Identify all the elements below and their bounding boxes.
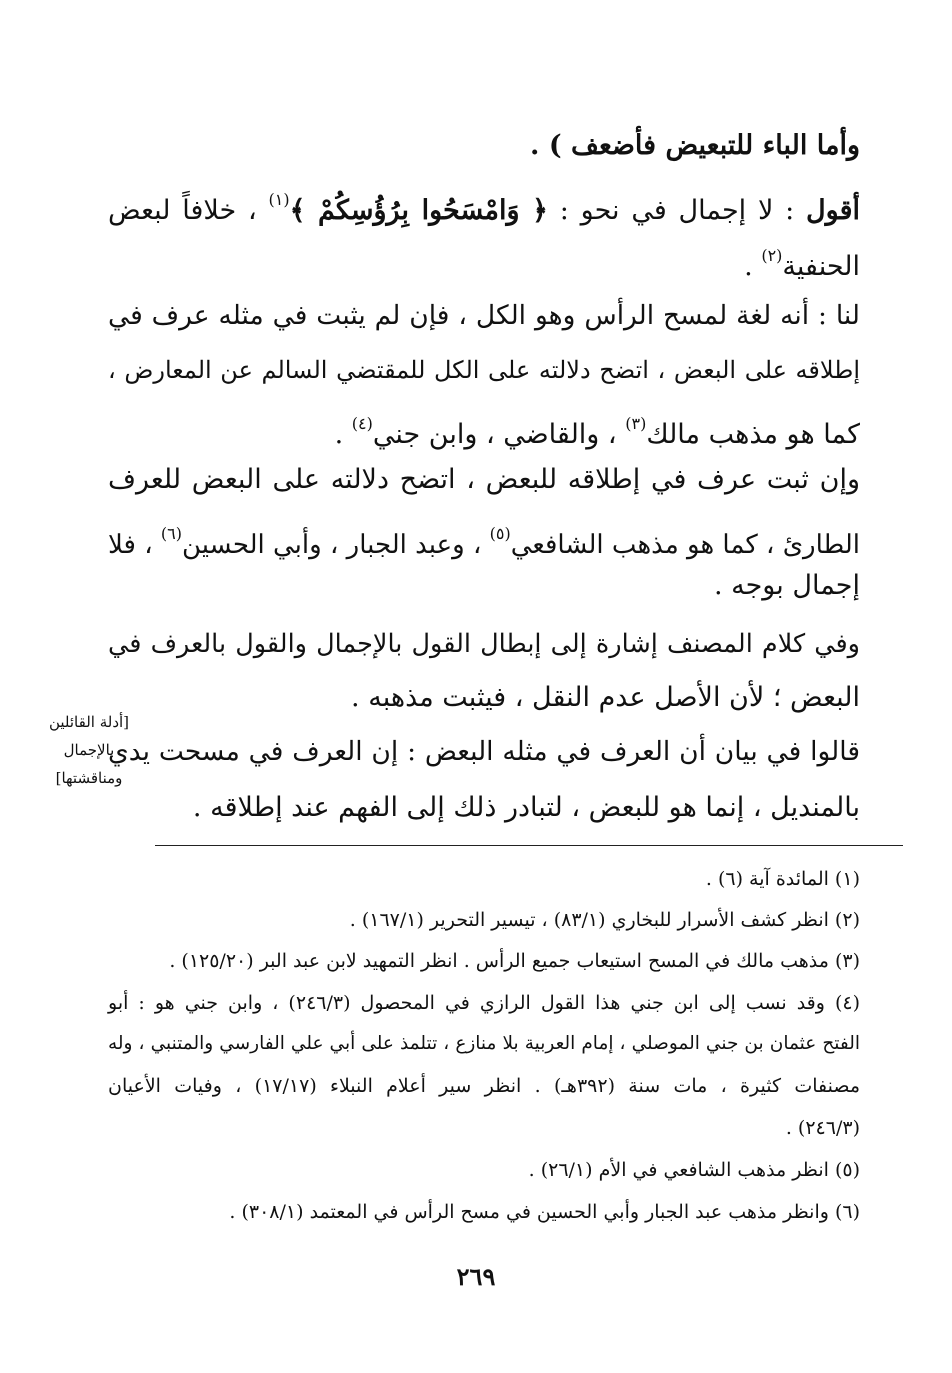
- footnote-ref[interactable]: (٣): [625, 414, 647, 433]
- footnote-ref[interactable]: (٢): [761, 246, 783, 265]
- text-span: .: [334, 419, 352, 450]
- text-line: إجمال بوجه .: [713, 570, 860, 601]
- text-line: وأما الباء للتبعيض فأضعف ) .: [530, 130, 860, 161]
- text-line: إطلاقه على البعض ، اتضح دلالته على الكل للمقتضي السالم عن المعارض ،: [108, 356, 860, 384]
- text-span: ، وعبد الجبار ، وأبي الحسين: [181, 530, 490, 560]
- footnote: (٤) وقد نسب إلى ابن جني هذا القول الرازي في المحصول (٢٤٦/٣) ، وابن جني هو : أبو: [108, 992, 861, 1014]
- text-line: وإن ثبت عرف في إطلاقه للبعض ، اتضح دلالته على البعض للعرف: [108, 464, 860, 495]
- text-line: قالوا في بيان أن العرف في مثله البعض : إن العرف في مسحت يدي: [108, 736, 860, 767]
- margin-note: [30, 708, 148, 792]
- footnote-ref[interactable]: (٦): [160, 524, 182, 543]
- kama-line: [335, 404, 860, 455]
- quran-verse: ﴿ وَامْسَحُوا بِرُؤُسِكُمْ ﴾: [289, 195, 548, 226]
- footnote: مصنفات كثيرة ، مات سنة (٣٩٢هـ) . انظر سير أعلام النبلاء (١٧/١٧) ، وفيات الأعيان: [108, 1075, 860, 1097]
- text-line: البعض ؛ لأن الأصل عدم النقل ، فيثبت مذهبه .: [351, 682, 860, 713]
- margin-note-line: ومناقشتها]: [55, 769, 123, 787]
- text-span: ، والقاضي ، وابن جني: [372, 419, 626, 450]
- page-number: ٢٦٩: [456, 1262, 496, 1291]
- text-span: : لا إجمال في نحو :: [547, 195, 807, 226]
- footnote: (٥) انظر مذهب الشافعي في الأم (٢٦/١) .: [528, 1159, 860, 1181]
- footnote: (٣) مذهب مالك في المسح استيعاب جميع الرأس . انظر التمهيد لابن عبد البر (١٢٥/٢٠) .: [169, 950, 860, 972]
- margin-note-line: بالإجمال: [63, 741, 115, 759]
- footnote: (٢) انظر كشف الأسرار للبخاري (٨٣/١) ، تيسير التحرير (١٦٧/١) .: [349, 909, 860, 931]
- text-span: ، فلا: [108, 530, 161, 560]
- text-line: وفي كلام المصنف إشارة إلى إبطال القول بالإجمال والقول بالعرف في: [108, 629, 860, 659]
- footnote-ref[interactable]: (١): [268, 190, 290, 209]
- footnote: (٦) وانظر مذهب عبد الجبار وأبي الحسين في مسح الرأس في المعتمد (٣٠٨/١) .: [229, 1201, 860, 1223]
- text-span: الحنفية: [782, 251, 860, 282]
- text-line: بالمنديل ، إنما هو للبعض ، لتبادر ذلك إلى الفهم عند إطلاقه .: [192, 792, 860, 823]
- footnote-divider: [155, 845, 903, 846]
- footnote: (٢٤٦/٣) .: [785, 1117, 860, 1139]
- text-span: الطارئ ، كما هو مذهب الشافعي: [510, 530, 860, 560]
- footnote-ref[interactable]: (٤): [351, 414, 373, 433]
- footnote: الفتح عثمان بن جني الموصلي ، إمام العربية بلا منازع ، تتلمذ على أبي علي الفارسي والمتنبي ، وله: [108, 1033, 860, 1054]
- text-span: .: [744, 251, 762, 282]
- aqul-label: أقول: [806, 195, 861, 226]
- text-line: لنا : أنه لغة لمسح الرأس وهو الكل ، فإن لم يثبت في مثله عرف في: [108, 300, 860, 331]
- tariq-line: [108, 514, 860, 565]
- text-span: كما هو مذهب مالك: [646, 419, 860, 450]
- text-span: ، خلافاً لبعض: [108, 195, 269, 226]
- margin-note-line: [أدلة القائلين: [48, 713, 130, 731]
- footnote: (١) المائدة آية (٦) .: [705, 868, 860, 890]
- footnote-ref[interactable]: (٥): [489, 524, 511, 543]
- aqul-line: [108, 180, 860, 231]
- hanafiya-line: [744, 236, 860, 287]
